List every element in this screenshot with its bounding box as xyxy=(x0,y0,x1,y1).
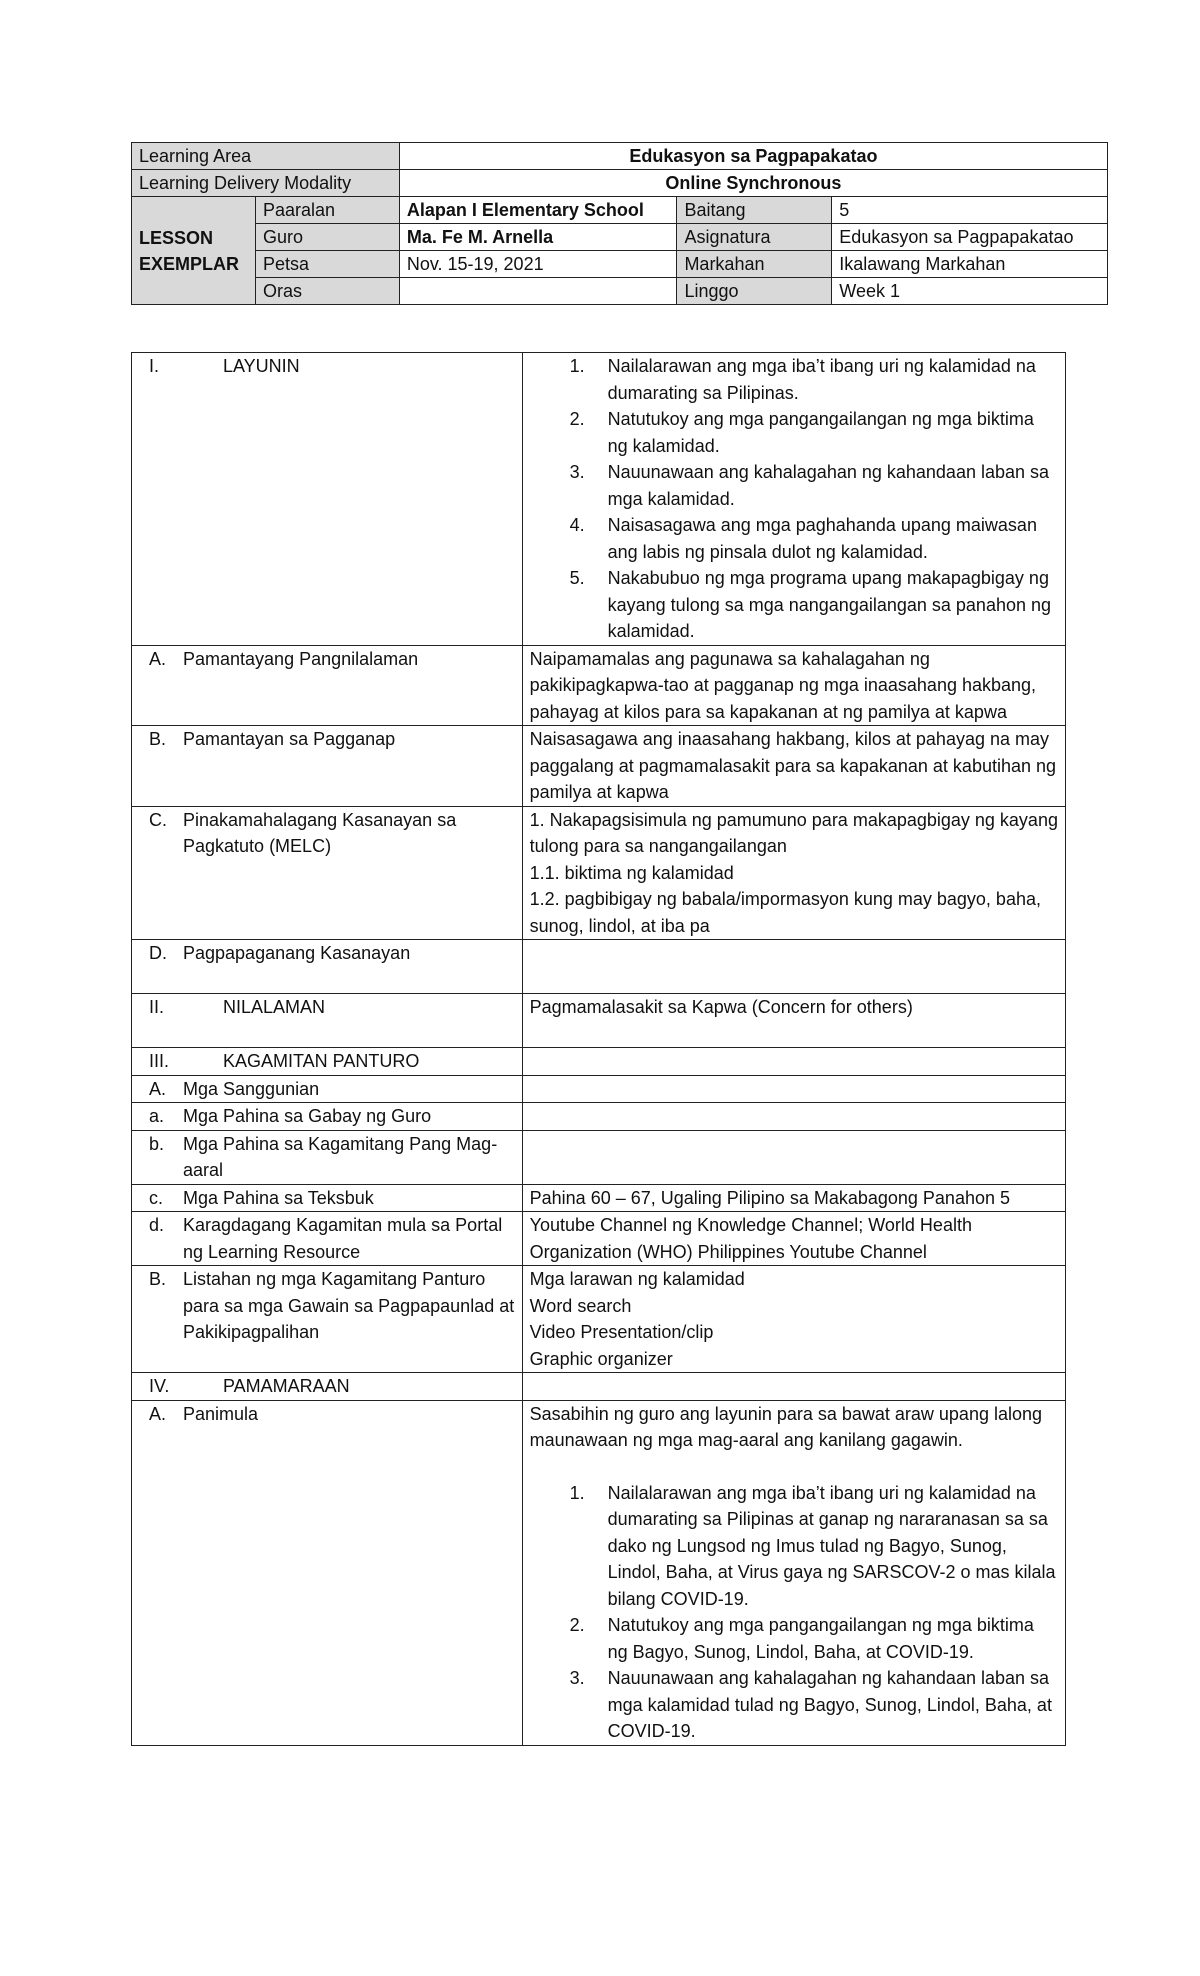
list-item: 4. Naisasagawa ang mga paghahanda upang maiwasan ang labis ng pinsala dulot ng kalamidad. xyxy=(569,515,1037,562)
table-row xyxy=(132,353,1066,646)
guro-value: Ma. Fe M. Arnella xyxy=(399,224,677,251)
table-row: c. Mga Pahina sa Teksbuk Pahina 60 – 67, Ugaling Pilipino sa Makabagong Panahon 5 xyxy=(132,1184,1066,1212)
teksbuk-label: Mga Pahina sa Teksbuk xyxy=(183,1187,374,1208)
melc-label: Pinakamahalagang Kasanayan sa Pagkatuto (MELC) xyxy=(183,809,457,856)
pamantayang-pangnilalaman-value: Naipamamalas ang pagunawa sa kahalagahan ng pakikipagkapwa-tao at pagganap ng mga inaasahang hakbang, pahayag at kilos para sa kapakanan at ng pamilya at kapwa xyxy=(522,645,1065,726)
list-item: 5. Nakabubuo ng mga programa upang makapagbigay ng kayang tulong sa mga nangangailangan sa panahon ng kalamidad. xyxy=(569,568,1052,641)
learning-resource-value: Youtube Channel ng Knowledge Channel; World Health Organization (WHO) Philippines Youtube Channel xyxy=(522,1212,1065,1266)
table-row: IV. PAMAMARAAN xyxy=(132,1373,1066,1401)
petsa-value: Nov. 15-19, 2021 xyxy=(399,251,677,278)
modality-label: Learning Delivery Modality xyxy=(132,170,400,197)
list-item: Graphic organizer xyxy=(529,1348,673,1369)
table-row: a. Mga Pahina sa Gabay ng Guro xyxy=(132,1103,1066,1131)
petsa-label: Petsa xyxy=(255,251,399,278)
table-row: A. Pamantayang Pangnilalaman Naipamamalas ang pagunawa sa kahalagahan ng pakikipagkapwa-tao at pagganap ng mga inaasahang hakbang, pahayag at kilos para sa kapakanan at ng pamilya at kapwa xyxy=(132,645,1066,726)
guro-label: Guro xyxy=(255,224,399,251)
table-row: A. Panimula Sasabihin ng guro ang layunin para sa bawat araw upang lalong maunawaan ng mga mag-aaral ang kanilang gagawin. 1. Nailalarawan ang mga iba’t ibang uri ng kalamidad na dumarating sa Pilipinas at ganap ng nararanasan sa sa dako ng Lungsod ng Imus tulad ng Bagyo, Sunog, Lindol, Baha, at Virus gaya ng SARSCOV-2 o mas kilala bilang COVID-19. 2. Natutukoy ang mga pangangailangan ng mga biktima ng Bagyo, Sunog, Lindol, Baha, at COVID-19. 3. Nauunawaan ang kahalagahan ng kahandaan laban sa mga kalamidad tulad ng Bagyo, Sunog, Lindol, Baha, at COVID-19. xyxy=(132,1400,1066,1745)
baitang-label: Baitang xyxy=(677,197,832,224)
exemplar-label: EXEMPLAR xyxy=(139,253,240,274)
kagamitang-panturo-list xyxy=(522,1266,1065,1373)
table-row: A. Mga Sanggunian xyxy=(132,1075,1066,1103)
oras-label: Oras xyxy=(255,278,399,305)
table-row: B. Listahan ng mga Kagamitang Panturo para sa mga Gawain sa Pagpapaunlad at Pakikipagpalihan Mga larawan ng kalamidad Word search Video Presentation/clip Graphic organizer xyxy=(132,1266,1066,1373)
panimula-list xyxy=(530,1480,1058,1745)
learning-resource-label: Karagdagang Kagamitan mula sa Portal ng Learning Resource xyxy=(183,1215,503,1262)
asignatura-value: Edukasyon sa Pagpapakatao xyxy=(832,224,1108,251)
modality-value: Online Synchronous xyxy=(399,170,1107,197)
list-item: Video Presentation/clip xyxy=(529,1322,714,1342)
pamantayan-sa-pagganap-label: Pamantayan sa Pagganap xyxy=(183,729,396,749)
nilalaman-label: NILALAMAN xyxy=(223,997,326,1017)
lesson-plan-table xyxy=(131,352,1066,1746)
table-row: C. Pinakamahalagang Kasanayan sa Pagkatuto (MELC) 1. Nakapagsisimula ng pamumuno para makapagbigay ng kayang tulong para sa nangangailangan 1.1. biktima ng kalamidad 1.2. pagbibigay ng babala/impormasyon kung may bagyo, baha, sunog, lindol, at iba pa xyxy=(132,806,1066,940)
list-item: Mga larawan ng kalamidad xyxy=(529,1269,745,1289)
oras-value xyxy=(399,278,677,305)
list-item: 1. Nailalarawan ang mga iba’t ibang uri ng kalamidad na dumarating sa Pilipinas. xyxy=(569,356,1036,403)
lesson-exemplar-label xyxy=(132,197,256,305)
gabay-ng-guro-label: Mga Pahina sa Gabay ng Guro xyxy=(183,1106,432,1126)
pamamaraan-label: PAMAMARAAN xyxy=(223,1376,350,1396)
table-row: b. Mga Pahina sa Kagamitang Pang Mag-aaral xyxy=(132,1130,1066,1184)
linggo-label: Linggo xyxy=(677,278,832,305)
pagpapaganang-kasanayan-label: Pagpapaganang Kasanayan xyxy=(183,943,411,963)
list-item: 1. Nailalarawan ang mga iba’t ibang uri ng kalamidad na dumarating sa Pilipinas at ganap ng nararanasan sa sa dako ng Lungsod ng Imus tulad ng Bagyo, Sunog, Lindol, Baha, at Virus gaya ng SARSCOV-2 o mas kilala bilang COVID-19. xyxy=(569,1482,1056,1609)
list-item: 3. Nauunawaan ang kahalagahan ng kahandaan laban sa mga kalamidad. xyxy=(569,462,1050,509)
layunin-list xyxy=(530,353,1058,645)
markahan-value: Ikalawang Markahan xyxy=(832,251,1108,278)
lesson-label: LESSON xyxy=(139,227,214,248)
teksbuk-value: Pahina 60 – 67, Ugaling Pilipino sa Makabagong Panahon 5 xyxy=(522,1184,1065,1212)
baitang-value: 5 xyxy=(832,197,1108,224)
paaralan-label: Paaralan xyxy=(255,197,399,224)
table-row: II. NILALAMAN Pagmamalasakit sa Kapwa (Concern for others) xyxy=(132,994,1066,1048)
learning-area-label: Learning Area xyxy=(132,143,400,170)
kagamitang-pang-mag-aaral-label: Mga Pahina sa Kagamitang Pang Mag-aaral xyxy=(183,1133,498,1180)
kagamitang-panturo-list-label: Listahan ng mga Kagamitang Panturo para sa mga Gawain sa Pagpapaunlad at Pakikipagpalihan xyxy=(183,1269,515,1342)
markahan-label: Markahan xyxy=(677,251,832,278)
pamantayan-sa-pagganap-value: Naisasagawa ang inaasahang hakbang, kilos at pahayag na may paggalang at pagmamalasakit para sa kapakanan at kabutihan ng pamilya at kapwa xyxy=(522,726,1065,807)
row-number: I. xyxy=(149,356,160,376)
linggo-value: Week 1 xyxy=(832,278,1108,305)
list-item: 2. Natutukoy ang mga pangangailangan ng mga biktima ng kalamidad. xyxy=(569,409,1034,456)
table-row: III. KAGAMITAN PANTURO xyxy=(132,1048,1066,1076)
header-table xyxy=(131,142,1108,305)
mga-sanggunian-label: Mga Sanggunian xyxy=(183,1078,320,1099)
list-item: 3. Nauunawaan ang kahalagahan ng kahandaan laban sa mga kalamidad tulad ng Bagyo, Sunog, Lindol, Baha, at COVID-19. xyxy=(569,1668,1052,1741)
table-row: B. Pamantayan sa Pagganap Naisasagawa ang inaasahang hakbang, kilos at pahayag na may paggalang at pagmamalasakit para sa kapakanan at kabutihan ng pamilya at kapwa xyxy=(132,726,1066,807)
asignatura-label: Asignatura xyxy=(677,224,832,251)
table-row: d. Karagdagang Kagamitan mula sa Portal ng Learning Resource Youtube Channel ng Knowledge Channel; World Health Organization (WHO) Philippines Youtube Channel xyxy=(132,1212,1066,1266)
paaralan-value: Alapan I Elementary School xyxy=(399,197,677,224)
nilalaman-value: Pagmamalasakit sa Kapwa (Concern for others) xyxy=(522,994,1065,1048)
list-item: Word search xyxy=(529,1295,632,1316)
melc-value: 1. Nakapagsisimula ng pamumuno para makapagbigay ng kayang tulong para sa nangangailangan 1.1. biktima ng kalamidad 1.2. pagbibigay ng babala/impormasyon kung may bagyo, baha, sunog, lindol, at iba pa xyxy=(522,806,1065,940)
panimula-intro: Sasabihin ng guro ang layunin para sa bawat araw upang lalong maunawaan ng mga mag-aaral ang kanilang gagawin. xyxy=(529,1403,1043,1450)
learning-area-value: Edukasyon sa Pagpapakatao xyxy=(399,143,1107,170)
pamantayang-pangnilalaman-label: Pamantayang Pangnilalaman xyxy=(183,648,419,669)
table-row: D. Pagpapaganang Kasanayan xyxy=(132,940,1066,994)
panimula-label: Panimula xyxy=(183,1403,259,1424)
layunin-label: LAYUNIN xyxy=(223,356,300,376)
kagamitan-panturo-label: KAGAMITAN PANTURO xyxy=(223,1051,420,1071)
list-item: 2. Natutukoy ang mga pangangailangan ng mga biktima ng Bagyo, Sunog, Lindol, Baha, at COVID-19. xyxy=(569,1615,1034,1662)
